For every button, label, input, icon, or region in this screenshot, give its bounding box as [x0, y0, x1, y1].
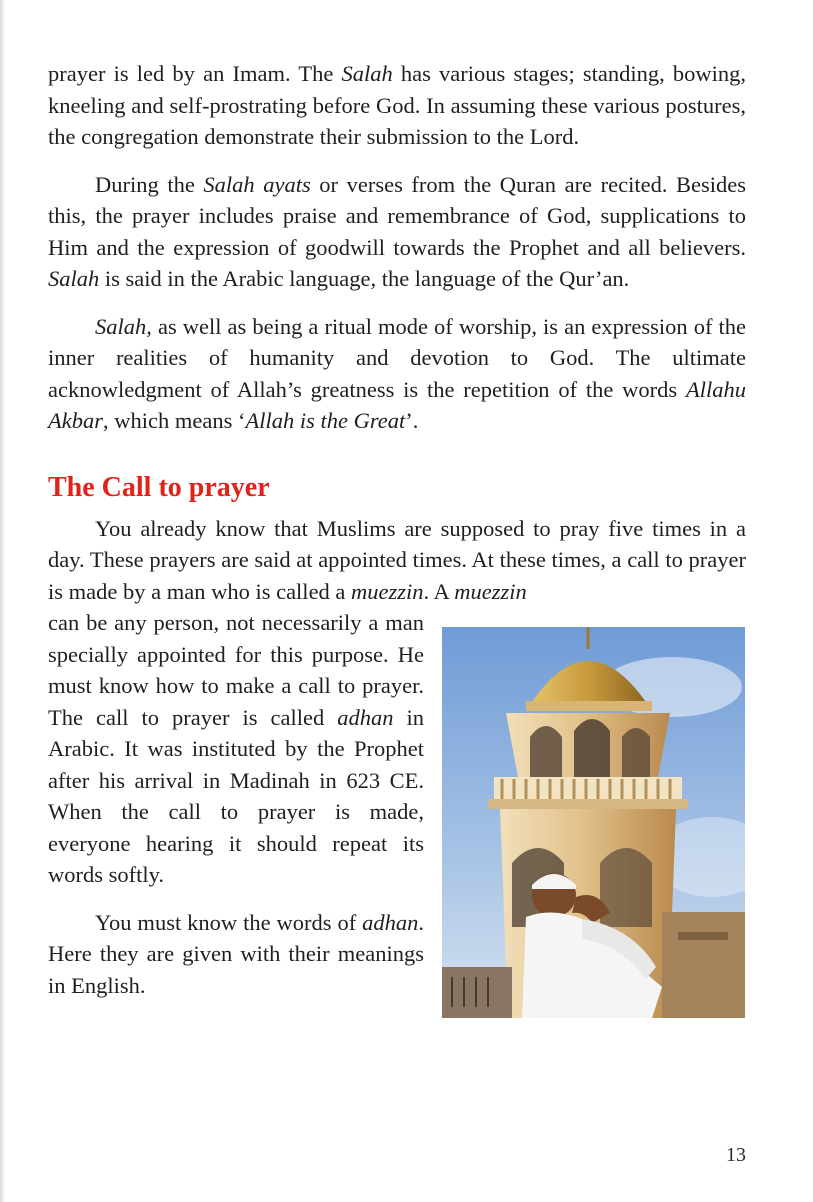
section-heading: The Call to prayer	[48, 471, 270, 503]
paragraph-salah-expression: Salah, as well as being a ritual mode of worship, is an expression of the inner realities of humanity and devotion to God. The ultimate acknowledgment of Allah’s greatness is the repetition of the words Allahu Akbar, which means ‘Allah is the Great’.	[48, 313, 746, 433]
page-edge	[0, 0, 6, 1202]
paragraph-muezzin: can be any person, not necessarily a man specially appointed for this purpose. He must know how to make a call to prayer. The call to prayer is called adhan in Arabic. It was instituted by the Prophet after his arrival in Madinah in 623 CE. When the call to prayer is made, everyone hearing it should repeat its words softly.	[48, 610, 424, 887]
page-content	[48, 58, 746, 1017]
paragraph-adhan-words: You must know the words of adhan. Here they are given with their meanings in English.	[48, 909, 424, 998]
paragraph-salah-recitation: During the Salah ayats or verses from the Quran are recited. Besides this, the prayer includes praise and remembrance of God, supplications to Him and the expression of goodwill towards the Prophet and all believers. Salah is said in the Arabic language, the language of the Qur’an.	[48, 171, 747, 291]
minaret-illustration	[442, 627, 745, 1018]
minaret-photo	[442, 627, 745, 1018]
paragraph-salah-stages: prayer is led by an Imam. The Salah has various stages; standing, bowing, kneeling and self-prostrating before God. In assuming these various postures, the congregation demonstrate their submission to the Lord.	[48, 61, 746, 149]
text-with-photo	[48, 607, 746, 1001]
page-number: 13	[726, 1144, 746, 1166]
paragraph-call-to-prayer: You already know that Muslims are supposed to pray five times in a day. These prayers are said at appointed times. At these times, a call to prayer is made by a man who is called a muezzin. A muezzin	[48, 515, 746, 604]
